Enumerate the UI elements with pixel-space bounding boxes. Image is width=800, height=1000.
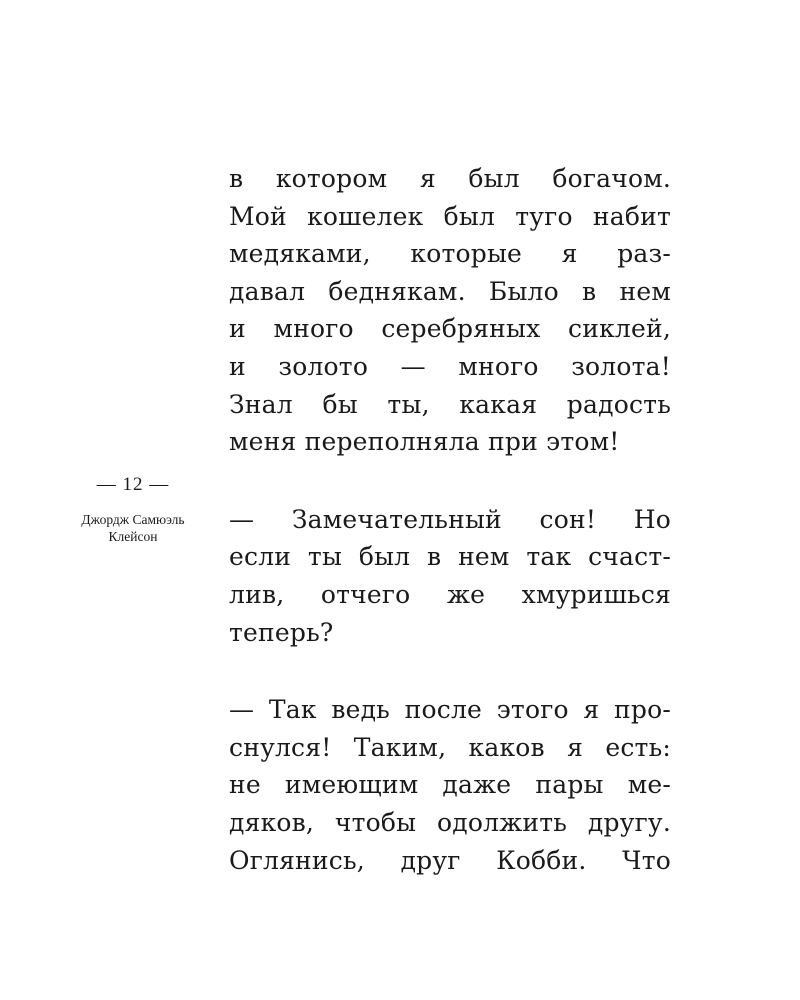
text-line: и золото — много золота! — [229, 351, 671, 381]
text-line: давал беднякам. Было в нем — [229, 276, 671, 306]
text-line: теперь? — [229, 617, 334, 647]
text-line: — Замечательный сон! Но — [229, 504, 671, 534]
body-text — [229, 160, 671, 879]
text-line: Оглянись, друг Кобби. Что — [229, 845, 671, 875]
text-line: Знал бы ты, какая радость — [229, 389, 671, 419]
author-name — [52, 511, 214, 545]
author-name-line-2: Клейсон — [108, 529, 158, 544]
text-line: — Так ведь после этого я про- — [229, 695, 671, 725]
text-line: не имеющим даже пары ме- — [229, 770, 671, 800]
text-line: если ты был в нем так счаст- — [229, 542, 671, 572]
text-line: лив, отчего же хмуришься — [229, 579, 671, 609]
page-number: — 12 — — [96, 474, 170, 495]
text-line: меня переполняла при этом! — [229, 427, 620, 457]
text-line: в котором я был богачом. — [229, 164, 671, 193]
text-line: дяков, чтобы одолжить другу. — [229, 807, 671, 837]
paragraph-gap — [229, 461, 671, 501]
text-line: снулся! Таким, каков я есть: — [229, 732, 671, 762]
text-line: Мой кошелек был туго набит — [229, 201, 671, 231]
text-line: медяками, которые я раз- — [229, 239, 671, 269]
paragraph-gap — [229, 651, 671, 691]
author-name-line-1: Джордж Самюэль — [81, 512, 185, 527]
paragraph — [229, 501, 671, 651]
running-footer — [52, 472, 214, 545]
paragraph — [229, 160, 671, 461]
paragraph — [229, 691, 671, 879]
text-line: и много серебряных сиклей, — [229, 314, 671, 344]
